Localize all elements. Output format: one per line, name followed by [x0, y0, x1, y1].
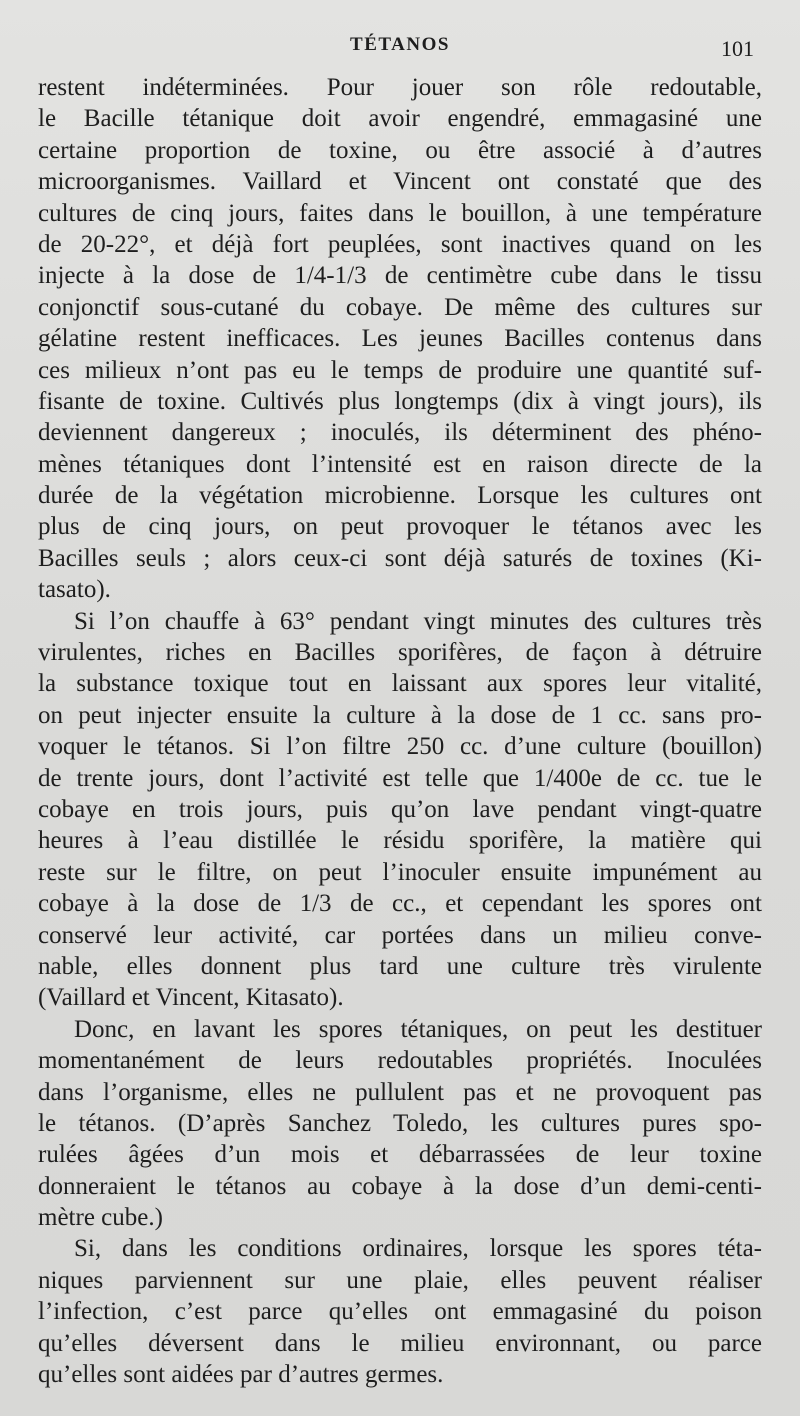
- text-line: la substance toxique tout en laissant aux spores leur vitalité,: [38, 670, 762, 698]
- text-line: mètre cube.): [38, 1204, 163, 1232]
- text-line: donneraient le tétanos au cobaye à la dose d’un demi-centi-: [38, 1172, 762, 1200]
- text-line: cultures de cinq jours, faites dans le bouillon, à une température: [38, 199, 762, 227]
- text-line: plus de cinq jours, on peut provoquer le tétanos avec les: [38, 513, 762, 541]
- text-line: injecte à la dose de 1/4-1/3 de centimètre cube dans le tissu: [38, 262, 762, 290]
- text-line: (Vaillard et Vincent, Kitasato).: [38, 984, 344, 1012]
- text-line: gélatine restent inefficaces. Les jeunes Bacilles contenus dans: [38, 325, 762, 353]
- text-line: qu’elles sont aidées par d’autres germes.: [38, 1361, 444, 1389]
- page-number: 101: [721, 36, 754, 61]
- text-line: heures à l’eau distillée le résidu sporifère, la matière qui: [38, 827, 762, 855]
- text-line: on peut injecter ensuite la culture à la dose de 1 cc. sans pro-: [38, 701, 762, 729]
- text-line: dans l’organisme, elles ne pullulent pas et ne provoquent pas: [38, 1078, 762, 1106]
- text-line: Bacilles seuls ; alors ceux-ci sont déjà saturés de toxines (Ki-: [38, 544, 762, 572]
- text-line: l’infection, c’est parce qu’elles ont emmagasiné du poison: [38, 1298, 762, 1326]
- body-text: [38, 72, 762, 1390]
- text-line: de 20-22°, et déjà fort peuplées, sont inactives quand on les: [38, 230, 762, 258]
- text-line: cobaye à la dose de 1/3 de cc., et cependant les spores ont: [38, 890, 762, 918]
- text-line: deviennent dangereux ; inoculés, ils déterminent des phéno-: [38, 419, 762, 447]
- text-line: restent indéterminées. Pour jouer son rôle redoutable,: [38, 74, 762, 101]
- text-line: momentanément de leurs redoutables propriétés. Inoculées: [38, 1047, 762, 1075]
- text-line: ces milieux n’ont pas eu le temps de produire une quantité suf-: [38, 356, 762, 384]
- running-title: TÉTANOS: [350, 34, 450, 55]
- text-line: durée de la végétation microbienne. Lorsque les cultures ont: [38, 482, 762, 510]
- text-line: de trente jours, dont l’activité est telle que 1/400e de cc. tue le: [38, 764, 762, 792]
- text-line: Donc, en lavant les spores tétaniques, on peut les destituer: [74, 1015, 762, 1043]
- text-line: conservé leur activité, car portées dans un milieu conve-: [38, 921, 762, 949]
- text-line: tasato).: [38, 576, 111, 604]
- text-line: voquer le tétanos. Si l’on filtre 250 cc. d’une culture (bouillon): [38, 733, 762, 761]
- text-line: microorganismes. Vaillard et Vincent ont constaté que des: [38, 168, 762, 196]
- text-line: mènes tétaniques dont l’intensité est en raison directe de la: [38, 450, 762, 478]
- text-line: le Bacille tétanique doit avoir engendré, emmagasiné une: [38, 105, 762, 133]
- text-line: nable, elles donnent plus tard une culture très virulente: [38, 952, 762, 980]
- text-line: fisante de toxine. Cultivés plus longtemps (dix à vingt jours), ils: [38, 387, 762, 415]
- text-line: qu’elles déversent dans le milieu environnant, ou parce: [38, 1329, 762, 1357]
- text-line: conjonctif sous-cutané du cobaye. De même des cultures sur: [38, 293, 762, 321]
- text-line: certaine proportion de toxine, ou être associé à d’autres: [38, 136, 762, 164]
- text-line: le tétanos. (D’après Sanchez Toledo, les cultures pures spo-: [38, 1109, 762, 1137]
- text-line: Si l’on chauffe à 63° pendant vingt minutes des cultures très: [74, 607, 762, 635]
- text-line: niques parviennent sur une plaie, elles peuvent réaliser: [38, 1266, 762, 1294]
- running-head: [0, 30, 800, 60]
- text-line: cobaye en trois jours, puis qu’on lave pendant vingt-quatre: [38, 795, 762, 823]
- text-line: virulentes, riches en Bacilles sporifères, de façon à détruire: [38, 639, 762, 667]
- text-line: rulées âgées d’un mois et débarrassées de leur toxine: [38, 1141, 762, 1169]
- text-line: reste sur le filtre, on peut l’inoculer ensuite impunément au: [38, 858, 762, 886]
- text-line: Si, dans les conditions ordinaires, lorsque les spores téta-: [74, 1235, 762, 1263]
